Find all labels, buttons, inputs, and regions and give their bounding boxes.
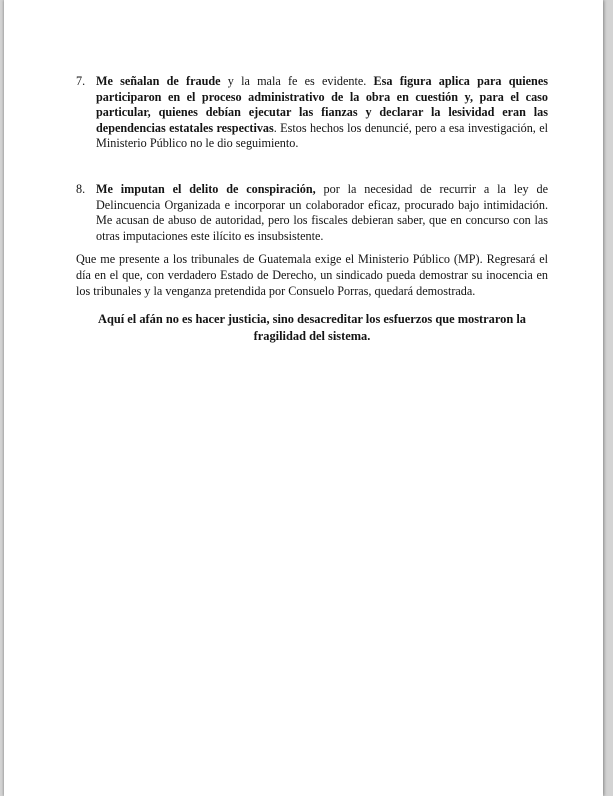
bold-run: Esa figura aplica para quienes participaron en el proceso administrativo de la obra en cuestión y, para el caso particular, quienes debían ejecutar las fianzas y declarar la lesividad eran las dependencias estatales respectivas (96, 74, 548, 135)
list-item-7 (76, 74, 548, 152)
list-item-text (96, 182, 548, 244)
text-run: . Estos hechos los denuncié, pero a esa investigación, el Ministerio Público no le dio seguimiento. (96, 120, 549, 151)
list-number: 8. (76, 181, 86, 196)
list-number: 7. (76, 74, 86, 88)
bold-run: Me imputan el delito de conspiración, (96, 181, 316, 196)
conclusion-statement: Aquí el afán no es hacer justicia, sino desacreditar los esfuerzos que mostraron la fragilidad del sistema. (98, 312, 526, 344)
text-run: por la necesidad de recurrir a la ley de Delincuencia Organizada e incorporar un colaborador eficaz, procurado bajo intimidación. Me acusan de abuso de autoridad, pero los fiscales debieran saber, que en concurso con las otras imputaciones este ilícito es insubsistente. (96, 181, 548, 243)
list-item-text (96, 74, 548, 152)
text-run: y la mala fe es evidente. (220, 74, 374, 88)
bold-run: Me señalan de fraude (96, 74, 221, 88)
closing-paragraph: Que me presente a los tribunales de Guatemala exige el Ministerio Público (MP). Regresará el día en el que, con verdadero Estado de Derecho, un sindicado pueda demostrar su inocencia en los tribunales y la venganza pretendida por Consuelo Porras, quedará demostrada. (76, 252, 548, 298)
document-page (4, 0, 603, 796)
list-item-8 (76, 182, 548, 244)
document-body (76, 74, 548, 345)
